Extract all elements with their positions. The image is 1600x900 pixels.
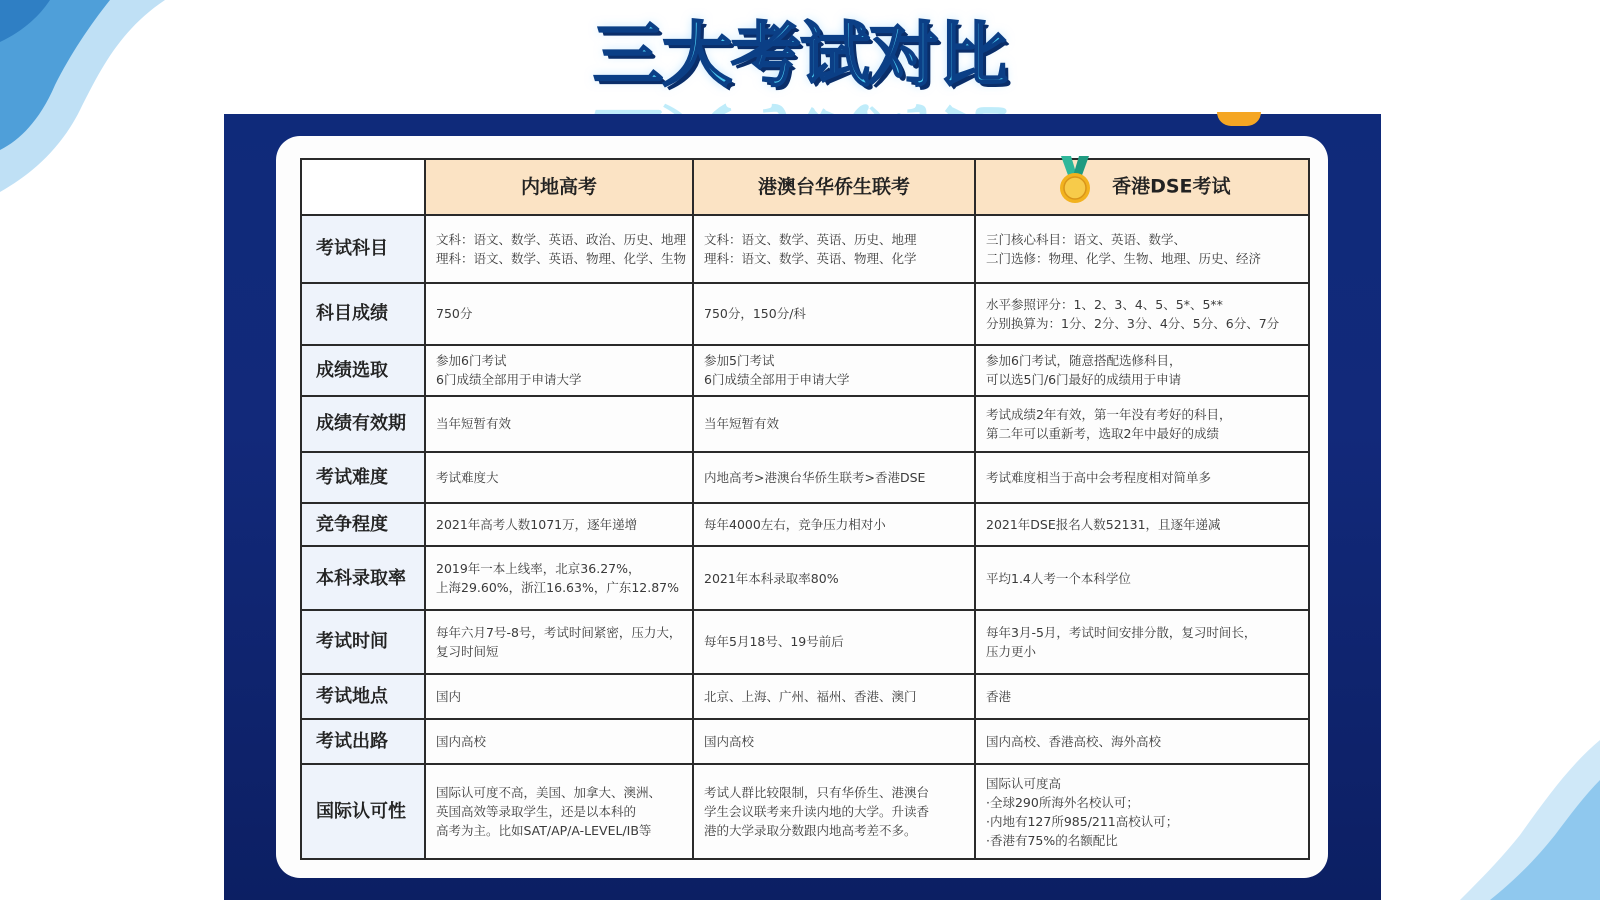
cell-text-line: 复习时间短 <box>436 643 499 659</box>
cell-text-line: 分别换算为：1分、2分、3分、4分、5分、6分、7分 <box>986 315 1280 331</box>
table-cell <box>975 764 1309 859</box>
table-cell <box>693 345 975 396</box>
cell-text-line: 参加5门考试 <box>704 353 775 369</box>
table-cell <box>693 610 975 674</box>
cell-text-line: 国内高校 <box>704 734 755 750</box>
table-cell <box>425 345 693 396</box>
table-cell <box>975 396 1309 452</box>
row-header: 本科录取率 <box>301 546 425 610</box>
header-corner-cell <box>301 159 425 215</box>
cell-text-line: 当年短暂有效 <box>436 416 512 432</box>
cell-text-line: 750分，150分/科 <box>704 306 806 322</box>
table-cell <box>425 764 693 859</box>
table-row <box>301 546 1309 610</box>
row-header: 考试地点 <box>301 674 425 719</box>
cell-text-line: 国内高校、香港高校、海外高校 <box>986 734 1162 750</box>
table-cell <box>425 283 693 345</box>
page-title: 三大考试对比 <box>593 14 1007 96</box>
cell-text-line: 文科：语文、数学、英语、政治、历史、地理 <box>436 231 687 247</box>
cell-text-line: 内地高考>港澳台华侨生联考>香港DSE <box>704 469 926 485</box>
column-header-gaokao: 内地高考 <box>425 159 693 215</box>
cell-text-line: 二门选修：物理、化学、生物、地理、历史、经济 <box>986 250 1262 266</box>
cell-text-line: 考试难度大 <box>436 469 499 485</box>
table-cell <box>425 719 693 764</box>
table-cell <box>693 719 975 764</box>
cell-text-line: 国际认可度高 <box>986 775 1062 791</box>
cell-text-line: 水平参照评分：1、2、3、4、5、5*、5** <box>986 296 1223 312</box>
column-header-lianKao: 港澳台华侨生联考 <box>693 159 975 215</box>
cell-text-line: 理科：语文、数学、英语、物理、化学 <box>704 250 917 266</box>
row-header: 国际认可性 <box>301 764 425 859</box>
cell-text-line: 每年5月18号、19号前后 <box>704 634 844 650</box>
table-cell <box>975 345 1309 396</box>
cell-text-line: ·全球290所海外名校认可； <box>986 794 1139 810</box>
cell-text-line: 750分 <box>436 306 473 322</box>
table-row <box>301 345 1309 396</box>
cell-text-line: 当年短暂有效 <box>704 416 780 432</box>
cell-text-line: 国内高校 <box>436 734 487 750</box>
cell-text-line: 2021年DSE报名人数52131，且逐年递减 <box>986 517 1221 533</box>
table-cell <box>975 283 1309 345</box>
row-header: 科目成绩 <box>301 283 425 345</box>
cell-text-line: 理科：语文、数学、英语、物理、化学、生物 <box>436 250 687 266</box>
table-row <box>301 283 1309 345</box>
cell-text-line: 文科：语文、数学、英语、历史、地理 <box>704 231 917 247</box>
table-cell <box>425 610 693 674</box>
table-cell <box>975 674 1309 719</box>
column-header-dse-label: 香港DSE考试 <box>1112 175 1231 198</box>
table-cell <box>975 452 1309 503</box>
table-cell <box>425 503 693 546</box>
cell-text-line: 2021年高考人数1071万，逐年递增 <box>436 517 638 533</box>
cell-text-line: 每年3月-5月，考试时间安排分散，复习时间长， <box>986 624 1257 640</box>
table-cell <box>425 546 693 610</box>
cell-text-line: 考试难度相当于高中会考程度相对简单多 <box>986 469 1212 485</box>
cell-text-line: ·香港有75%的名额配比 <box>986 832 1118 848</box>
table-row <box>301 719 1309 764</box>
cell-text-line: 可以选5门/6门最好的成绩用于申请 <box>986 372 1182 388</box>
cell-text-line: 每年六月7号-8号，考试时间紧密，压力大， <box>436 624 682 640</box>
row-header: 考试出路 <box>301 719 425 764</box>
row-header: 成绩选取 <box>301 345 425 396</box>
cell-text-line: 6门成绩全部用于申请大学 <box>704 372 850 388</box>
table-cell <box>975 719 1309 764</box>
table-body <box>301 215 1309 859</box>
cell-text-line: ·内地有127所985/211高校认可； <box>986 813 1179 829</box>
table-cell <box>693 452 975 503</box>
cell-text-line: 平均1.4人考一个本科学位 <box>986 570 1131 586</box>
cell-text-line: 国内 <box>436 688 462 704</box>
decorative-wave-bottom-right <box>1460 740 1600 900</box>
comparison-board <box>224 114 1381 900</box>
table-header-row <box>301 159 1309 215</box>
cell-text-line: 考试成绩2年有效，第一年没有考好的科目， <box>986 406 1232 422</box>
cell-text-line: 香港 <box>986 688 1012 704</box>
cell-text-line: 参加6门考试，随意搭配选修科目， <box>986 353 1182 369</box>
cell-text-line: 考试人群比较限制，只有华侨生、港澳台 <box>704 785 930 801</box>
cell-text-line: 英国高效等录取学生，还是以本科的 <box>436 804 637 820</box>
table-cell <box>425 674 693 719</box>
table-row <box>301 215 1309 283</box>
table-cell <box>425 396 693 452</box>
cell-text-line: 国际认可度不高，美国、加拿大、澳洲、 <box>436 785 662 801</box>
table-cell <box>975 546 1309 610</box>
cell-text-line: 上海29.60%，浙江16.63%，广东12.87% <box>436 580 679 596</box>
table-cell <box>693 503 975 546</box>
cell-text-line: 2021年本科录取率80% <box>704 570 839 586</box>
table-row <box>301 452 1309 503</box>
cell-text-line: 港的大学录取分数跟内地高考差不多。 <box>704 823 917 839</box>
table-cell <box>693 674 975 719</box>
row-header: 成绩有效期 <box>301 396 425 452</box>
comparison-card <box>276 136 1328 878</box>
row-header: 考试难度 <box>301 452 425 503</box>
table-cell <box>693 283 975 345</box>
cell-text-line: 北京、上海、广州、福州、香港、澳门 <box>704 688 917 704</box>
cell-text-line: 每年4000左右，竞争压力相对小 <box>704 517 886 533</box>
table-row <box>301 503 1309 546</box>
cell-text-line: 参加6门考试 <box>436 353 507 369</box>
cell-text-line: 三门核心科目：语文、英语、数学、 <box>986 231 1187 247</box>
table-cell <box>425 215 693 283</box>
table-cell <box>693 215 975 283</box>
row-header: 考试时间 <box>301 610 425 674</box>
cell-text-line: 第二年可以重新考，选取2年中最好的成绩 <box>986 425 1219 441</box>
column-header-dse <box>975 159 1309 215</box>
table-row <box>301 610 1309 674</box>
cell-text-line: 学生会议联考来升读内地的大学。升读香 <box>704 804 930 820</box>
board-corner-accent <box>1217 112 1261 126</box>
row-header: 考试科目 <box>301 215 425 283</box>
table-row <box>301 764 1309 859</box>
gold-medal-icon <box>1053 156 1097 202</box>
table-cell <box>693 764 975 859</box>
cell-text-line: 高考为主。比如SAT/AP/A-LEVEL/IB等 <box>436 823 652 839</box>
row-header: 竞争程度 <box>301 503 425 546</box>
table-cell <box>975 610 1309 674</box>
table-cell <box>975 503 1309 546</box>
table-cell <box>693 396 975 452</box>
page-title-wrap <box>0 12 1600 98</box>
comparison-table <box>300 158 1310 860</box>
table-cell <box>425 452 693 503</box>
table-row <box>301 396 1309 452</box>
table-cell <box>693 546 975 610</box>
table-row <box>301 674 1309 719</box>
cell-text-line: 6门成绩全部用于申请大学 <box>436 372 582 388</box>
cell-text-line: 压力更小 <box>986 643 1037 659</box>
cell-text-line: 2019年一本上线率，北京36.27%， <box>436 561 641 577</box>
table-cell <box>975 215 1309 283</box>
